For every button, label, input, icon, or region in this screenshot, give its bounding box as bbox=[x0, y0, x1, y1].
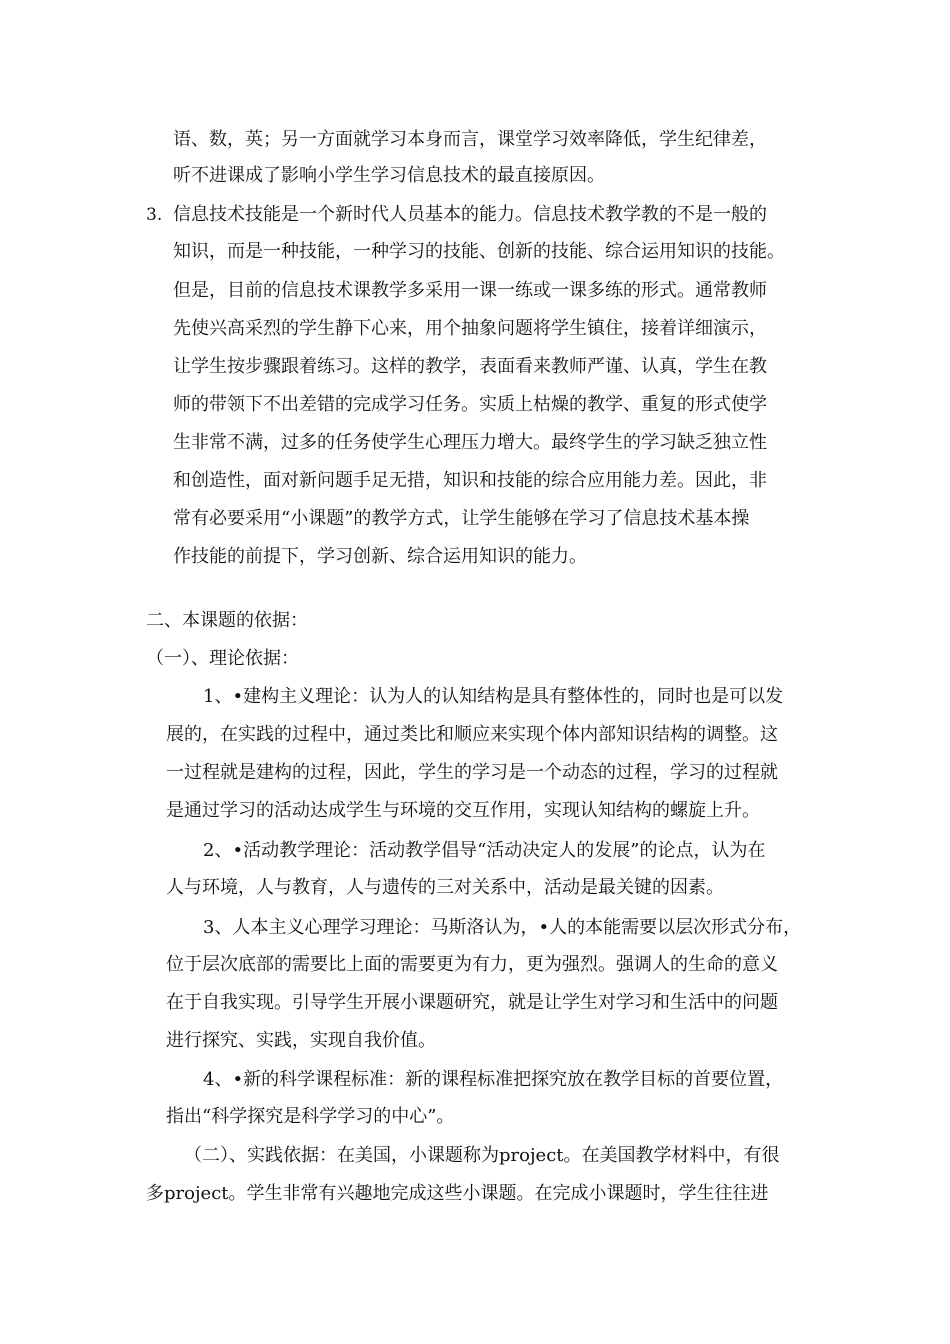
paragraph-line: 2、•活动教学理论：活动教学倡导“活动决定人的发展”的论点，认为在 bbox=[203, 840, 766, 861]
paragraph-line: （二）、实践依据：在美国，小课题称为project。在美国教学材料中，有很 bbox=[184, 1145, 780, 1166]
paragraph-line: 知识，而是一种技能，一种学习的技能、创新的技能、综合运用知识的技能。 bbox=[173, 241, 785, 262]
paragraph-line: 师的带领下不出差错的完成学习任务。实质上枯燥的教学、重复的形式使学 bbox=[173, 394, 767, 415]
paragraph-line: 进行探究、实践，实现自我价值。 bbox=[166, 1030, 436, 1051]
paragraph-line: 和创造性，面对新问题手足无措，知识和技能的综合应用能力差。因此，非 bbox=[173, 470, 767, 491]
list-number: 3. bbox=[146, 205, 163, 225]
paragraph-line: 信息技术技能是一个新时代人员基本的能力。信息技术教学教的不是一般的 bbox=[173, 204, 767, 225]
paragraph-line: 人与环境，人与教育，人与遗传的三对关系中，活动是最关键的因素。 bbox=[166, 877, 724, 898]
paragraph-line: 一过程就是建构的过程，因此，学生的学习是一个动态的过程，学习的过程就 bbox=[166, 762, 778, 783]
paragraph-line: 指出“科学探究是科学学习的中心”。 bbox=[166, 1106, 455, 1127]
paragraph-line: 但是，目前的信息技术课教学多采用一课一练或一课多练的形式。通常教师 bbox=[173, 280, 767, 301]
paragraph-line: 多project。学生非常有兴趣地完成这些小课题。在完成小课题时，学生往往进 bbox=[146, 1183, 769, 1204]
section-heading: 二、本课题的依据： bbox=[146, 610, 308, 631]
paragraph-line: 让学生按步骤跟着练习。这样的教学，表面看来教师严谨、认真，学生在教 bbox=[173, 356, 767, 377]
paragraph-line: 展的，在实践的过程中，通过类比和顺应来实现个体内部知识结构的调整。这 bbox=[166, 724, 778, 745]
paragraph-line: 先使兴高采烈的学生静下心来，用个抽象问题将学生镇住，接着详细演示， bbox=[173, 318, 767, 339]
paragraph-line: 1、•建构主义理论：认为人的认知结构是具有整体性的，同时也是可以发 bbox=[203, 686, 784, 707]
paragraph-line: 是通过学习的活动达成学生与环境的交互作用，实现认知结构的螺旋上升。 bbox=[166, 800, 760, 821]
paragraph-line: 4、•新的科学课程标准：新的课程标准把探究放在教学目标的首要位置， bbox=[203, 1069, 784, 1090]
paragraph-line: 生非常不满，过多的任务使学生心理压力增大。最终学生的学习缺乏独立性 bbox=[173, 432, 767, 453]
paragraph-line: 语、数，英；另一方面就学习本身而言，课堂学习效率降低，学生纪律差， bbox=[173, 129, 767, 150]
paragraph-line: 听不进课成了影响小学生学习信息技术的最直接原因。 bbox=[173, 165, 605, 186]
paragraph-line: 3、人本主义心理学习理论：马斯洛认为，•人的本能需要以层次形式分布， bbox=[203, 917, 802, 938]
paragraph-line: 作技能的前提下，学习创新、综合运用知识的能力。 bbox=[173, 546, 587, 567]
paragraph-line: 位于层次底部的需要比上面的需要更为有力，更为强烈。强调人的生命的意义 bbox=[166, 954, 778, 975]
paragraph-line: 常有必要采用“小课题”的教学方式，让学生能够在学习了信息技术基本操 bbox=[173, 508, 750, 529]
paragraph-line: 在于自我实现。引导学生开展小课题研究，就是让学生对学习和生活中的问题 bbox=[166, 992, 778, 1013]
subsection-heading: （一）、理论依据： bbox=[146, 648, 299, 669]
